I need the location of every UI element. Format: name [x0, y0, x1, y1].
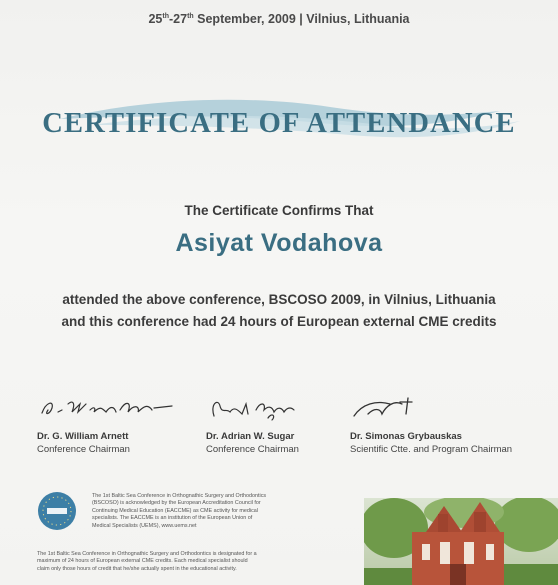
signatory-name-2: Dr. Adrian W. Sugar	[206, 431, 295, 442]
signature-sugar	[206, 396, 306, 422]
signatory-role-3: Scientific Ctte. and Program Chairman	[350, 444, 513, 455]
signatory-name-1: Dr. G. William Arnett	[37, 431, 129, 442]
church-photo	[364, 498, 558, 585]
signatory-name-3: Dr. Simonas Grybauskas	[350, 431, 462, 442]
statement-line-1: attended the above conference, BSCOSO 2009, in Vilnius, Lithuania	[62, 292, 496, 307]
confirms-line: The Certificate Confirms That	[184, 203, 374, 218]
statement-line-2: and this conference had 24 hours of European external CME credits	[61, 314, 497, 329]
attendance-statement	[0, 289, 558, 333]
eaccme-logo	[37, 491, 77, 531]
signatory-role-2: Conference Chairman	[206, 444, 299, 455]
cme-designation-note: The 1st Baltic Sea Conference in Orthognathic Surgery and Orthodontics is designated for a maximum of 24 hours of European external CME credits. Each medical specialist should claim only those hours of credit that he/she actually spent in the educational activity.	[37, 551, 257, 572]
accreditation-note: The 1st Baltic Sea Conference in Orthognathic Surgery and Orthodontics (BSCOSO) is acknowledged by the European Accreditation Council for Continuing Medical Education (EACCME) as CME activity for medical specialists. The EACCME is an institution of the European Union of Medical Specialists (UEMS), www.uems.net	[92, 493, 267, 529]
recipient-name: Asiyat Vodahova	[175, 229, 383, 257]
event-dateline: 25th-27th September, 2009 | Vilnius, Lithuania	[148, 12, 410, 26]
signature-arnett	[36, 394, 176, 420]
signatory-role-1: Conference Chairman	[37, 444, 130, 455]
certificate-title: CERTIFICATE OF ATTENDANCE	[42, 108, 516, 139]
signature-grybauskas	[350, 396, 420, 420]
